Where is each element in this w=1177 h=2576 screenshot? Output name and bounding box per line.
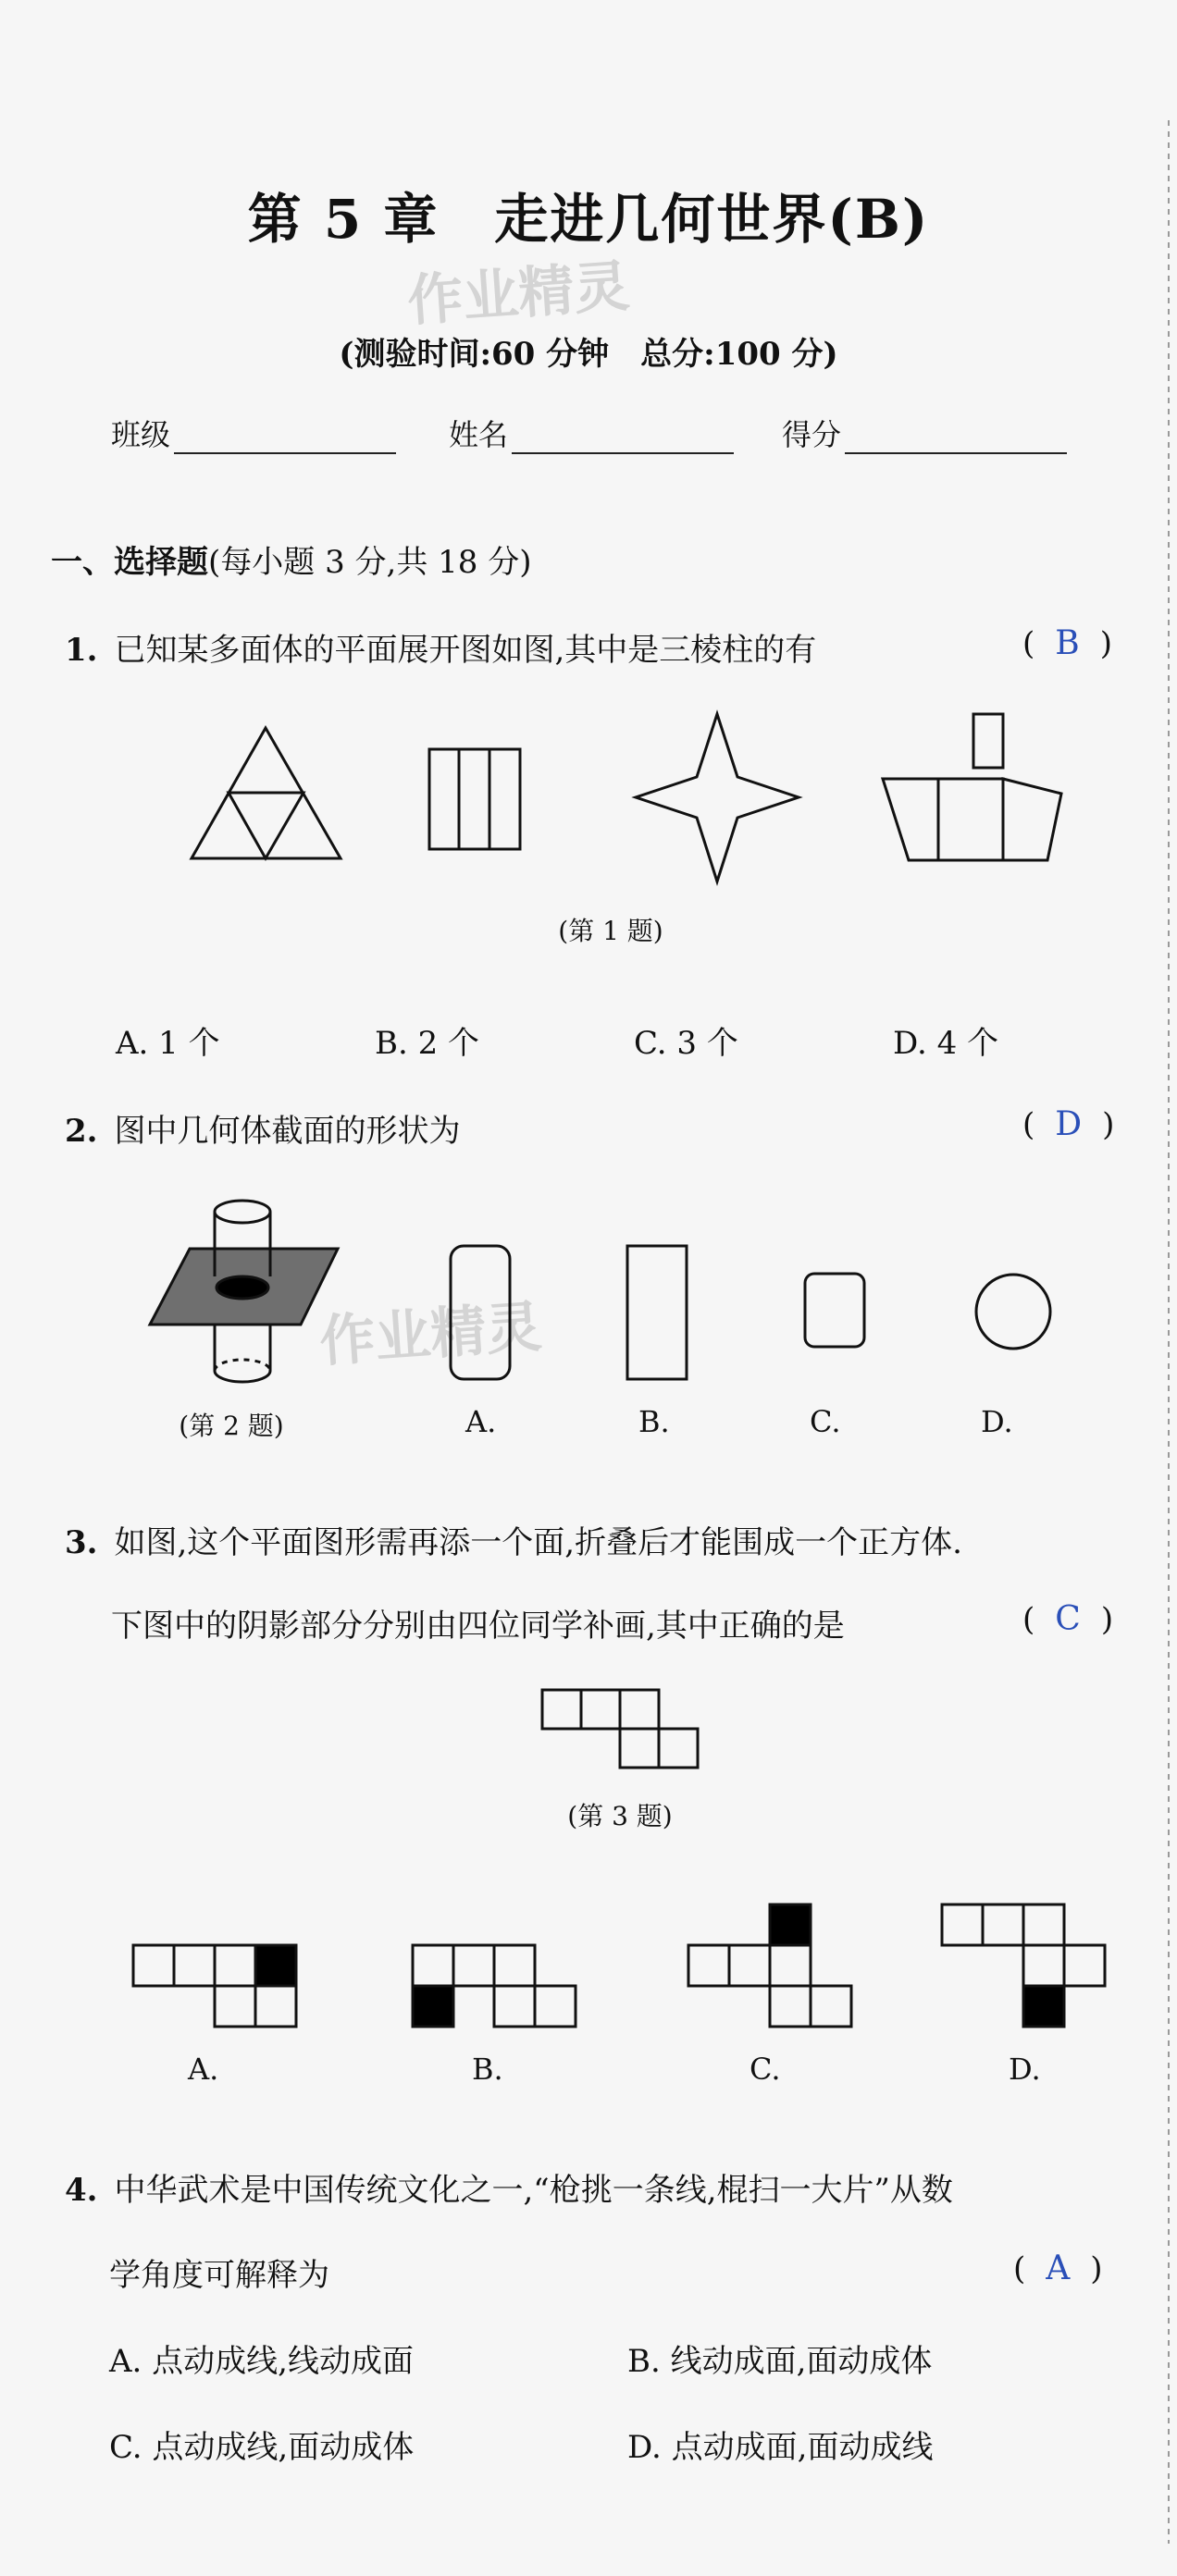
cube-label-c[interactable]: C. [750, 2052, 781, 2087]
class-label: 班级 [111, 417, 171, 452]
shape-b-rect [626, 1244, 690, 1383]
section-heading [51, 536, 531, 582]
answer-bracket-3: ( C ) [1022, 1600, 1114, 1638]
question-text: 已知某多面体的平面展开图如图,其中是三棱柱的有 [114, 632, 817, 669]
option-c[interactable]: C. 点动成线,面动成体 [109, 2429, 415, 2466]
net-rectangles [427, 747, 522, 851]
question-4-line2: 学角度可解释为 [109, 2257, 329, 2294]
shape-d-circle [973, 1272, 1053, 1351]
option-d[interactable]: D. 点动成面,面动成线 [627, 2429, 934, 2466]
option-b[interactable]: B. 线动成面,面动成体 [627, 2343, 933, 2380]
option-a[interactable]: A. 1 个 [116, 1025, 220, 1062]
figure-label-b[interactable]: B. [638, 1404, 670, 1439]
cube-label-a[interactable]: A. [188, 2052, 219, 2087]
cube-label-d[interactable]: D. [1009, 2052, 1041, 2087]
option-a[interactable]: A. 点动成线,线动成面 [109, 2343, 414, 2380]
question-1 [65, 624, 816, 670]
class-field[interactable] [111, 412, 396, 454]
score-field[interactable] [782, 412, 1067, 454]
answer-bracket-1: ( B ) [1022, 624, 1112, 662]
cube-net-option-a [132, 1944, 299, 2029]
figure-caption-1: (第 1 题) [558, 916, 663, 946]
class-blank[interactable] [174, 425, 396, 454]
option-b[interactable]: B. 2 个 [375, 1025, 480, 1062]
shape-a-rounded-rect [449, 1244, 514, 1383]
net-prism-mixed [881, 712, 1066, 869]
cylinder-section-figure [148, 1193, 342, 1387]
answer-bracket-4: ( A ) [1013, 2249, 1103, 2287]
question-3 [65, 1517, 962, 1562]
net-star [634, 712, 800, 883]
question-text: 图中几何体截面的形状为 [114, 1113, 461, 1150]
figure-label-c[interactable]: C. [810, 1404, 841, 1439]
score-blank[interactable] [845, 425, 1067, 454]
test-info: (测验时间:60 分钟 总分:100 分) [339, 336, 838, 373]
question-3-line2: 下图中的阴影部分分别由四位同学补画,其中正确的是 [111, 1608, 845, 1645]
watermark: 作业精灵 [405, 253, 632, 335]
option-c[interactable]: C. 3 个 [634, 1025, 738, 1062]
question-number: 1. [65, 632, 98, 669]
figure-label-d[interactable]: D. [981, 1404, 1013, 1439]
score-label: 得分 [782, 417, 842, 452]
section-note: (每小题 3 分,共 18 分) [208, 544, 532, 581]
page-title: 第 5 章 走进几何世界(B) [247, 188, 930, 251]
shape-c-rounded-square [803, 1272, 868, 1350]
question-text-line1: 如图,这个平面图形需再添一个面,折叠后才能围成一个正方体. [114, 1524, 962, 1561]
name-field[interactable] [449, 412, 734, 454]
figure-caption-3: (第 3 题) [567, 1801, 673, 1831]
figure-label-a[interactable]: A. [465, 1404, 497, 1439]
margin-rule [1168, 120, 1170, 2544]
watermark: 作业精灵 [317, 1294, 544, 1375]
cube-label-b[interactable]: B. [472, 2052, 503, 2087]
answer-letter: A [1046, 2249, 1071, 2287]
answer-bracket-2: ( D ) [1022, 1105, 1115, 1143]
answer-letter: C [1055, 1600, 1081, 1638]
section-title: 一、选择题 [51, 544, 208, 581]
name-label: 姓名 [449, 417, 509, 452]
name-blank[interactable] [512, 425, 734, 454]
answer-letter: D [1055, 1105, 1083, 1143]
option-d[interactable]: D. 4 个 [893, 1025, 999, 1062]
net-triangle [190, 726, 342, 860]
question-text-line1: 中华武术是中国传统文化之一,“枪挑一条线,棍扫一大片”从数 [114, 2172, 953, 2209]
question-number: 4. [65, 2172, 98, 2209]
cube-net-option-c [688, 1904, 854, 2029]
question-2 [65, 1105, 461, 1151]
cube-net-option-b [412, 1944, 578, 2029]
question-number: 3. [65, 1524, 98, 1561]
cube-net-option-d [941, 1904, 1108, 2029]
figure-caption-2: (第 2 题) [179, 1411, 284, 1441]
cube-net-base [541, 1689, 700, 1769]
question-4 [65, 2164, 953, 2210]
answer-letter: B [1055, 624, 1080, 662]
question-number: 2. [65, 1113, 98, 1150]
